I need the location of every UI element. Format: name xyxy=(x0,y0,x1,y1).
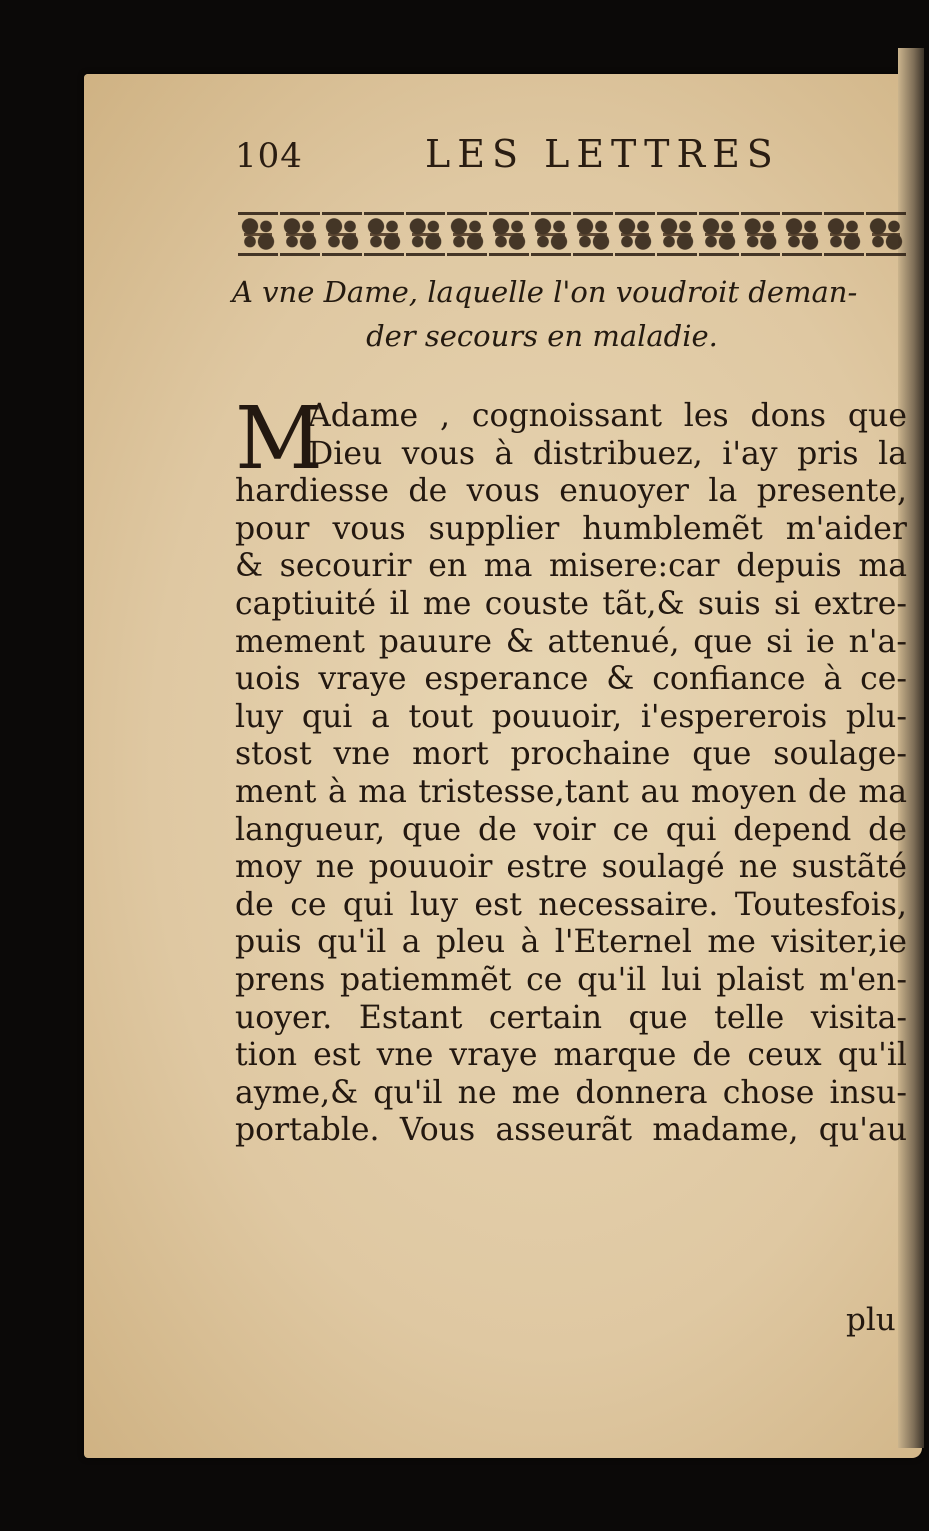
running-head xyxy=(235,132,795,182)
ornament-cell xyxy=(531,212,571,256)
ornament-cell xyxy=(657,212,697,256)
letter-body xyxy=(235,389,907,1150)
ornament-cell xyxy=(489,212,529,256)
ornament-cell xyxy=(741,212,781,256)
ornament-band xyxy=(238,212,906,256)
text-line: captiuité il me couste tãt,& suis si extre- xyxy=(235,585,907,622)
text-line: pour vous supplier humblemẽt m'aider xyxy=(235,510,907,547)
text-line: moy ne pouuoir estre soulagé ne sustãté xyxy=(235,849,907,886)
ornament-cell xyxy=(238,212,278,256)
ornament-cell xyxy=(573,212,613,256)
ornament-cell xyxy=(866,212,906,256)
ornament-cell xyxy=(280,212,320,256)
text-line: tion est vne vraye marque de ceux qu'il xyxy=(235,1037,907,1074)
text-line: mement pauure & attenué, que si ie n'a- xyxy=(235,623,907,660)
heading-line-2: der secours en maladie. xyxy=(366,319,718,353)
ornament-cell xyxy=(364,212,404,256)
page-number: 104 xyxy=(235,136,303,176)
heading-line-1: A vne Dame, laquelle l'on voudroit deman- xyxy=(232,275,858,309)
text-line: de ce qui luy est necessaire. Toutesfois, xyxy=(235,886,907,923)
text-line: ment à ma tristesse,tant au moyen de ma xyxy=(235,773,907,810)
text-line: uoyer. Estant certain que telle visita- xyxy=(235,999,907,1036)
ornament-cell xyxy=(406,212,446,256)
text-line: puis qu'il a pleu à l'Eternel me visiter,ie xyxy=(235,924,907,961)
text-line: stost vne mort prochaine que soulage- xyxy=(235,736,907,773)
ornament-cell xyxy=(824,212,864,256)
text-line: Dieu vous à distribuez, i'ay pris la xyxy=(308,435,907,472)
catchword: plu xyxy=(846,1302,896,1338)
text-line: portable. Vous asseurãt madame, qu'au xyxy=(235,1112,907,1149)
ornament-cell xyxy=(615,212,655,256)
text-line: & secourir en ma misere:car depuis ma xyxy=(235,548,907,585)
ornament-cell xyxy=(782,212,822,256)
text-line: hardiesse de vous enuoyer la presente, xyxy=(235,473,907,510)
running-title: LES LETTRES xyxy=(425,132,780,176)
text-line: langueur, que de voir ce qui depend de xyxy=(235,811,907,848)
ornament-cell xyxy=(699,212,739,256)
text-line: luy qui a tout pouuoir, i'espererois plu- xyxy=(235,698,907,735)
text-line: prens patiemmẽt ce qu'il lui plaist m'en- xyxy=(235,961,907,998)
ornament-cell xyxy=(322,212,362,256)
text-line: Adame , cognoissant les dons que xyxy=(308,398,907,434)
drop-cap: M xyxy=(235,389,324,489)
ornament-cell xyxy=(447,212,487,256)
text-line: ayme,& qu'il ne me donnera chose insu- xyxy=(235,1074,907,1111)
text-line: uois vraye esperance & confiance à ce- xyxy=(235,661,907,698)
letter-heading xyxy=(232,270,912,358)
